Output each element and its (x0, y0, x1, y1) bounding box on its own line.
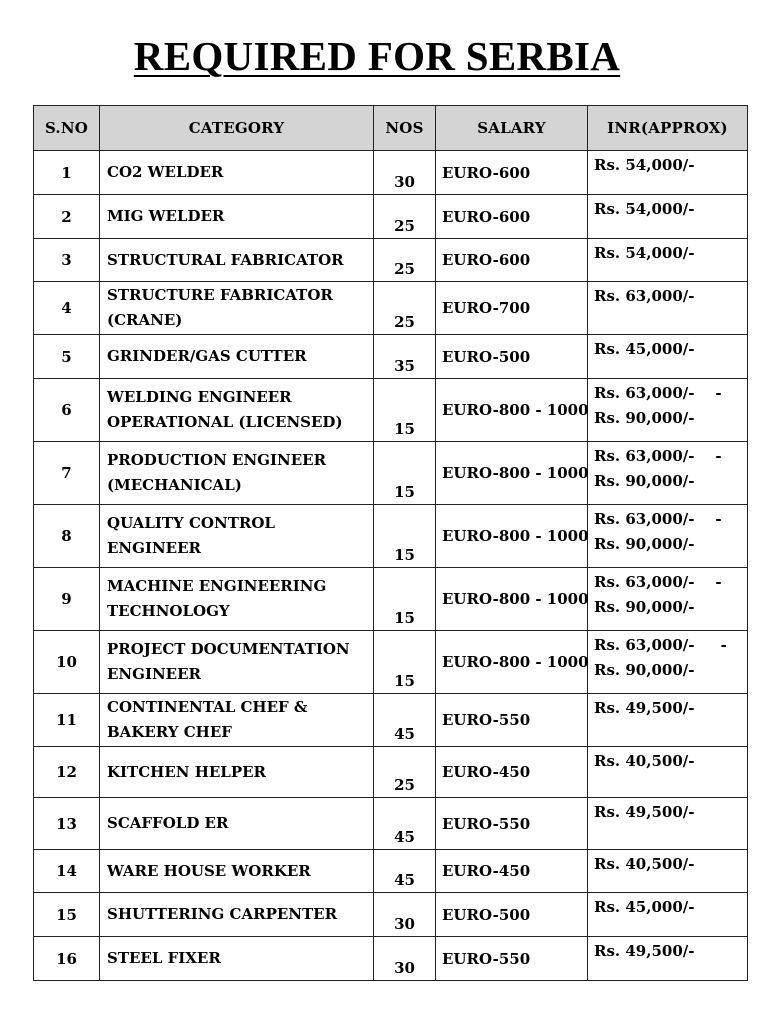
cell-nos: 45 (374, 694, 436, 747)
cell-inr (588, 694, 748, 747)
cell-category: CONTINENTAL CHEF & BAKERY CHEF (100, 694, 374, 747)
cell-category: STRUCTURAL FABRICATOR (100, 239, 374, 282)
table-row (34, 568, 748, 631)
cell-inr (588, 631, 748, 694)
cell-nos: 25 (374, 239, 436, 282)
cell-inr-line1: Rs. 49,500/- (594, 942, 695, 960)
cell-category: PRODUCTION ENGINEER (MECHANICAL) (100, 442, 374, 505)
cell-sno: 16 (34, 937, 100, 981)
cell-inr (588, 798, 748, 850)
cell-sno: 14 (34, 850, 100, 893)
cell-sno: 9 (34, 568, 100, 631)
cell-inr-line1: Rs. 49,500/- (594, 803, 695, 821)
table-row (34, 442, 748, 505)
cell-sno: 15 (34, 893, 100, 937)
cell-inr (588, 442, 748, 505)
table-row (34, 694, 748, 747)
cell-sno: 11 (34, 694, 100, 747)
cell-category: KITCHEN HELPER (100, 747, 374, 798)
cell-salary: EURO-800 - 1000 (436, 379, 588, 442)
cell-sno: 8 (34, 505, 100, 568)
cell-category: GRINDER/GAS CUTTER (100, 335, 374, 379)
header-category: CATEGORY (100, 106, 374, 151)
header-sno: S.NO (34, 106, 100, 151)
table-row (34, 798, 748, 850)
cell-sno: 12 (34, 747, 100, 798)
cell-category: STEEL FIXER (100, 937, 374, 981)
table-row (34, 195, 748, 239)
header-nos: NOS (374, 106, 436, 151)
cell-inr (588, 151, 748, 195)
cell-nos: 15 (374, 379, 436, 442)
cell-inr-line1: Rs. 54,000/- (594, 200, 695, 218)
table-row (34, 850, 748, 893)
cell-nos: 30 (374, 937, 436, 981)
cell-category: MACHINE ENGINEERING TECHNOLOGY (100, 568, 374, 631)
cell-inr-line1: Rs. 45,000/- (594, 340, 695, 358)
cell-inr-line1: Rs. 49,500/- (594, 699, 695, 717)
header-salary: SALARY (436, 106, 588, 151)
table-header (34, 106, 748, 151)
table-row (34, 282, 748, 335)
cell-inr-line1: Rs. 63,000/- - (594, 384, 722, 402)
cell-nos: 35 (374, 335, 436, 379)
page-title (0, 32, 754, 80)
cell-inr (588, 893, 748, 937)
cell-inr-line1: Rs. 54,000/- (594, 156, 695, 174)
cell-category: STRUCTURE FABRICATOR (CRANE) (100, 282, 374, 335)
cell-inr (588, 850, 748, 893)
cell-nos: 30 (374, 893, 436, 937)
table-body (34, 151, 748, 981)
cell-nos: 30 (374, 151, 436, 195)
cell-inr-line1: Rs. 63,000/- - (594, 636, 727, 654)
cell-salary: EURO-550 (436, 798, 588, 850)
cell-nos: 25 (374, 747, 436, 798)
cell-category: WARE HOUSE WORKER (100, 850, 374, 893)
cell-inr-line2: Rs. 90,000/- (594, 661, 695, 679)
table-row (34, 239, 748, 282)
table-row (34, 505, 748, 568)
cell-sno: 6 (34, 379, 100, 442)
cell-inr (588, 282, 748, 335)
page-title-text: REQUIRED FOR SERBIA (133, 33, 621, 79)
table-row (34, 747, 748, 798)
table-row (34, 379, 748, 442)
cell-nos: 25 (374, 195, 436, 239)
cell-inr (588, 568, 748, 631)
table-row (34, 151, 748, 195)
cell-salary: EURO-500 (436, 893, 588, 937)
cell-nos: 45 (374, 850, 436, 893)
cell-inr-line1: Rs. 63,000/- - (594, 573, 722, 591)
cell-nos: 45 (374, 798, 436, 850)
cell-category: CO2 WELDER (100, 151, 374, 195)
cell-inr-line2: Rs. 90,000/- (594, 535, 695, 553)
cell-sno: 7 (34, 442, 100, 505)
cell-salary: EURO-800 - 1000 (436, 568, 588, 631)
cell-sno: 3 (34, 239, 100, 282)
cell-inr-line1: Rs. 40,500/- (594, 855, 695, 873)
cell-category: MIG WELDER (100, 195, 374, 239)
cell-inr-line1: Rs. 63,000/- - (594, 447, 722, 465)
table-row (34, 937, 748, 981)
cell-salary: EURO-450 (436, 747, 588, 798)
cell-inr-line1: Rs. 63,000/- - (594, 510, 722, 528)
cell-sno: 10 (34, 631, 100, 694)
cell-inr-line2: Rs. 90,000/- (594, 409, 695, 427)
cell-inr (588, 747, 748, 798)
cell-sno: 2 (34, 195, 100, 239)
cell-category: SCAFFOLD ER (100, 798, 374, 850)
cell-salary: EURO-450 (436, 850, 588, 893)
cell-inr-line2: Rs. 90,000/- (594, 472, 695, 490)
cell-sno: 5 (34, 335, 100, 379)
cell-salary: EURO-800 - 1000 (436, 631, 588, 694)
table-row (34, 335, 748, 379)
cell-category: QUALITY CONTROL ENGINEER (100, 505, 374, 568)
cell-salary: EURO-600 (436, 239, 588, 282)
cell-inr-line1: Rs. 63,000/- (594, 287, 695, 305)
cell-sno: 13 (34, 798, 100, 850)
cell-category: SHUTTERING CARPENTER (100, 893, 374, 937)
cell-inr-line1: Rs. 45,000/- (594, 898, 695, 916)
cell-sno: 1 (34, 151, 100, 195)
cell-nos: 15 (374, 631, 436, 694)
cell-category: PROJECT DOCUMENTATION ENGINEER (100, 631, 374, 694)
cell-inr (588, 505, 748, 568)
cell-inr-line2: Rs. 90,000/- (594, 598, 695, 616)
cell-inr (588, 379, 748, 442)
cell-salary: EURO-550 (436, 694, 588, 747)
header-row (34, 106, 748, 151)
cell-salary: EURO-800 - 1000 (436, 442, 588, 505)
cell-inr (588, 195, 748, 239)
cell-salary: EURO-550 (436, 937, 588, 981)
cell-salary: EURO-600 (436, 151, 588, 195)
cell-nos: 15 (374, 505, 436, 568)
cell-inr (588, 239, 748, 282)
cell-nos: 15 (374, 442, 436, 505)
cell-inr (588, 335, 748, 379)
cell-inr (588, 937, 748, 981)
cell-nos: 15 (374, 568, 436, 631)
cell-salary: EURO-700 (436, 282, 588, 335)
table-row (34, 893, 748, 937)
cell-salary: EURO-500 (436, 335, 588, 379)
cell-nos: 25 (374, 282, 436, 335)
header-inr: INR(APPROX) (588, 106, 748, 151)
table-row (34, 631, 748, 694)
cell-salary: EURO-600 (436, 195, 588, 239)
cell-inr-line1: Rs. 40,500/- (594, 752, 695, 770)
cell-salary: EURO-800 - 1000 (436, 505, 588, 568)
cell-category: WELDING ENGINEER OPERATIONAL (LICENSED) (100, 379, 374, 442)
cell-sno: 4 (34, 282, 100, 335)
cell-inr-line1: Rs. 54,000/- (594, 244, 695, 262)
recruitment-table (33, 105, 748, 981)
